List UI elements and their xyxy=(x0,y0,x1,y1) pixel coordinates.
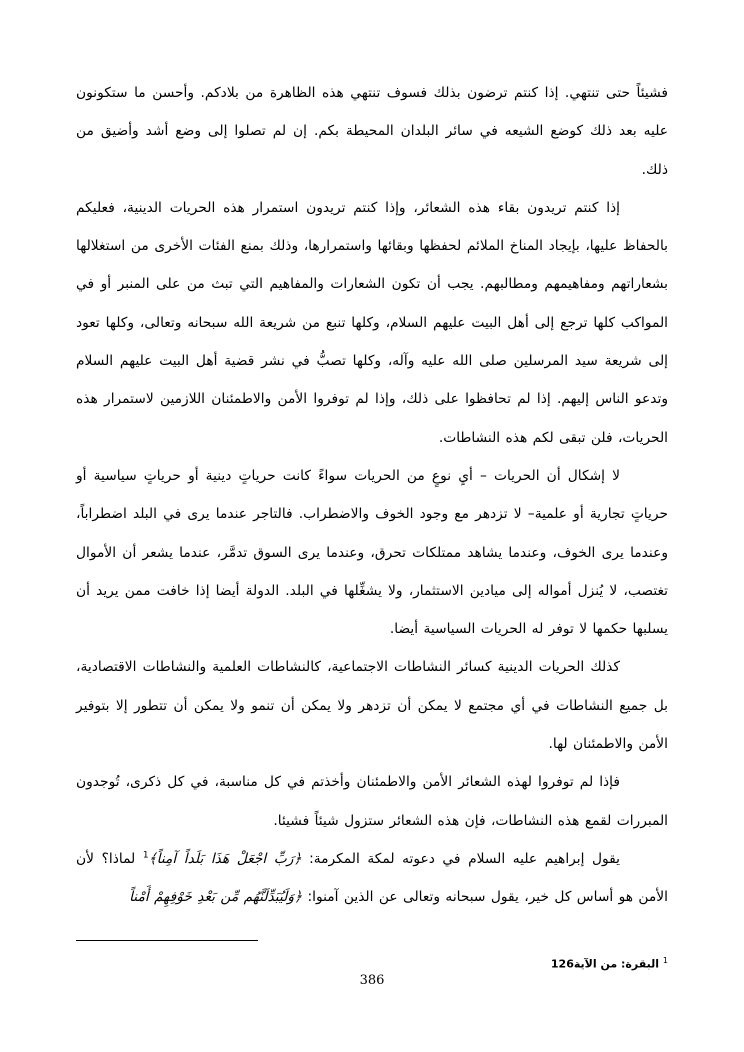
footnote-divider xyxy=(76,940,258,941)
paragraph-6 xyxy=(76,840,668,917)
footnote-reference[interactable]: 1 xyxy=(142,850,149,861)
footnote xyxy=(76,956,668,971)
quran-quote-2: ﴿وَلَيُبَدِّلَنَّهُم مِّن بَعْدِ خَوْفِهِمْ أَمْناً xyxy=(129,889,303,906)
footnote-text: البقرة: من الآية126 xyxy=(550,957,660,971)
body-text xyxy=(76,74,668,917)
p6-before-quote: يقول إبراهيم عليه السلام في دعوته لمكة المكرمة: xyxy=(301,850,620,867)
paragraph-2: إذا كنتم تريدون بقاء هذه الشعائر، وإذا كنتم تريدون استمرار هذه الحريات الدينية، فعليكم بالحفاظ عليها، بإيجاد المناخ الملائم لحفظها وبقائها واستمرارها، وذلك بمنع الفئات الأخرى من استغلالها بشعاراتهم ومفاهيمهم ومطالبهم. يجب أن تكون الشعارات والمفاهيم التي تبث من على المنبر أو في المواكب كلها ترجع إلى أهل البيت عليهم السلام، وكلها تنبع من شريعة الله سبحانه وتعالى، وكلها تعود إلى شريعة سيد المرسلين صلى الله عليه وآله، وكلها تصبُّ في نشر قضية أهل البيت عليهم السلام وتدعو الناس إليهم. إذا لم تحافظوا على ذلك، وإذا لم توفروا الأمن والاطمئنان اللازمين لاستمرار هذه الحريات، فلن تبقى لكم هذه النشاطات. xyxy=(76,199,668,446)
paragraph-5: فإذا لم توفروا لهذه الشعائر الأمن والاطمئنان وأخذتم في كل مناسبة، في كل ذكرى، تُوجدون المبررات لقمع هذه النشاطات، فإن هذه الشعائر ستزول شيئاً فشيئا. xyxy=(76,774,668,829)
page-number: 386 xyxy=(359,973,385,988)
paragraph-3: لا إشكال أن الحريات – أيِ نوعٍ من الحريات سواءً كانت حرياتٍ دينية أو حرياتٍ سياسية أو حرياتٍ تجارية أو علمية– لا تزدهر مع وجود الخوف والاضطراب. فالتاجر عندما يرى في البلد اضطراباً، وعندما يرى الخوف، وعندما يشاهد ممتلكات تحرق، وعندما يرى السوق تدمَّر، عندما يشعر أن الأموال تغتصب، لا يُنزل أمواله إلى ميادين الاستثمار، ولا يشغِّلها في البلد. الدولة أيضا إذا خافت ممن يريد أن يسلبها حكمها لا توفر له الحريات السياسية أيضا. xyxy=(76,467,668,638)
p6-after-quote: لماذا؟ لأن الأمن هو أساس كل خير، يقول سبحانه وتعالى عن الذين آمنوا: xyxy=(76,850,668,906)
footnote-mark: 1 xyxy=(662,956,668,965)
paragraph-4: كذلك الحريات الدينية كسائر النشاطات الاجتماعية، كالنشاطات العلمية والنشاطات الاقتصادية، بل جميع النشاطات في أي مجتمع لا يمكن أن تزدهر ولا يمكن أن تنمو ولا يمكن أن تتطور إلا بتوفير الأمن والاطمئنان لها. xyxy=(76,659,668,753)
paragraph-1: فشيئاً حتى تنتهي. إذا كنتم ترضون بذلك فسوف تنتهي هذه الظاهرة من بلادكم. وأحسن ما ستكونون عليه بعد ذلك كوضع الشيعه في سائر البلدان المحيطة بكم. إن لم تصلوا إلى وضع أشد وأضيق من ذلك. xyxy=(76,85,668,178)
quran-quote-1: ﴿رَبِّ اجْعَلْ هَذَا بَلَداً آمِناً﴾ xyxy=(148,850,302,867)
